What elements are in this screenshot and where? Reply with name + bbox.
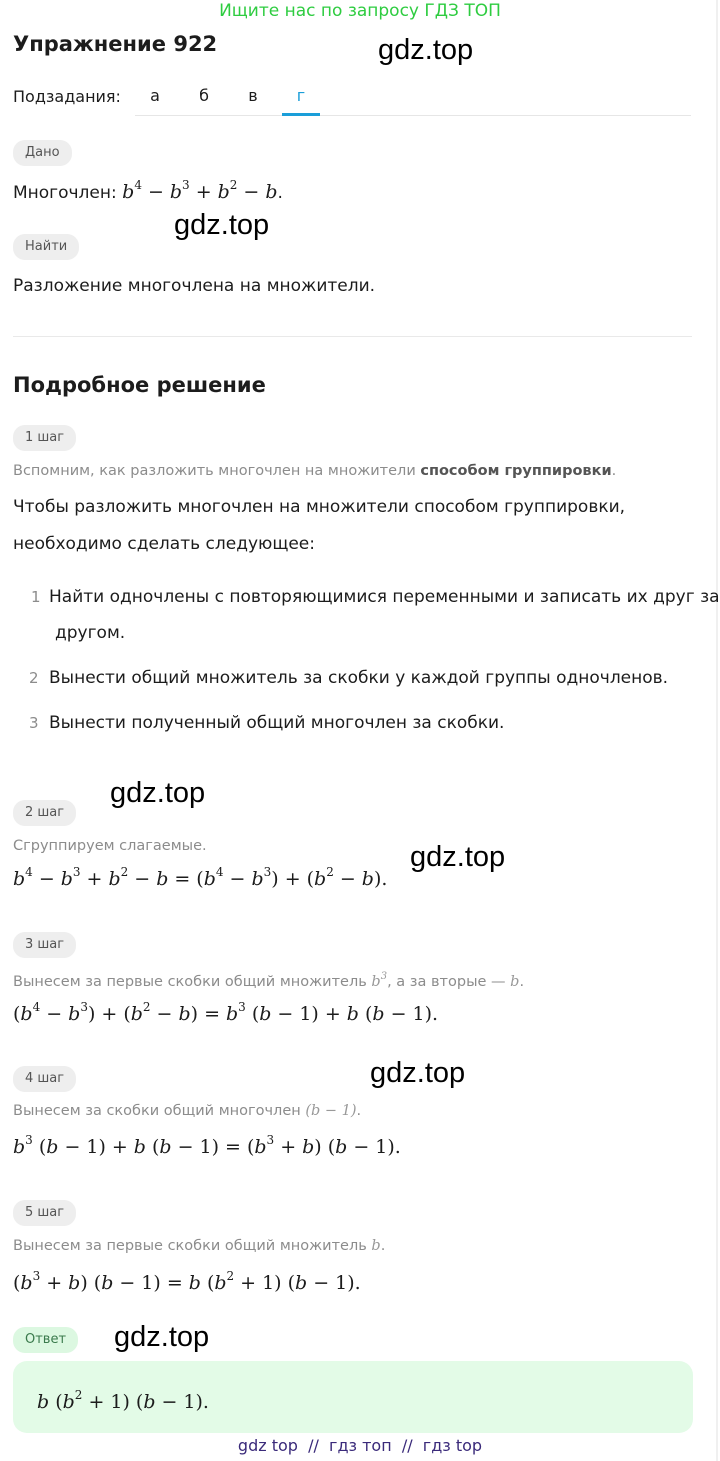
watermark: gdz.top: [378, 34, 474, 66]
answer-formula: b $(b^2 + 1) (b - 1)$.: [37, 1388, 209, 1413]
tab-v[interactable]: в: [248, 86, 258, 105]
step3-badge: 3 шаг: [13, 932, 76, 958]
watermark: gdz.top: [114, 1321, 210, 1353]
list-item: Найти одночлены с повторяющимися переменными и записать их друг за: [49, 587, 720, 607]
step2-formula: $b^4 - b^3 + b^2 - b = (b^4 - b^3) + (b^2 - b)$.: [13, 865, 388, 890]
step2-hint: Сгруппируем слагаемые.: [13, 838, 207, 854]
page-title: Упражнение 922: [13, 32, 218, 56]
tab-g[interactable]: г: [296, 86, 306, 105]
list-item: Вынести полученный общий многочлен за скобки.: [49, 713, 505, 733]
watermark: gdz.top: [174, 209, 270, 241]
right-border: [716, 0, 718, 1461]
solution-heading: Подробное решение: [13, 373, 266, 397]
given-badge: Дано: [13, 140, 72, 166]
step3-formula: $(b^4 - b^3) + (b^2 - b) = b^3$ (b − 1) + b (b − 1).: [13, 1000, 439, 1025]
step4-formula: $b^3$ (b − 1) + b $(b - 1) = (b^3 + b) (b - 1)$.: [13, 1133, 401, 1158]
step3-hint: Вынесем за первые скобки общий множитель $b^3$, а за вторые — b.: [13, 971, 525, 990]
watermark: gdz.top: [370, 1057, 466, 1089]
given-expression: $b^4 - b^3 + b^2 - b$: [122, 178, 278, 203]
tabs-divider: [135, 115, 691, 116]
list-number: 3: [29, 714, 39, 732]
list-number: 2: [29, 669, 39, 687]
watermark: gdz.top: [110, 777, 206, 809]
step1-text-line1: Чтобы разложить многочлен на множители способом группировки,: [13, 497, 626, 517]
find-badge: Найти: [13, 234, 79, 260]
step5-hint: Вынесем за первые скобки общий множитель b.: [13, 1238, 386, 1254]
step5-formula: $(b^3 + b) (b - 1) = b$ $(b^2 + 1) (b - 1)$.: [13, 1269, 361, 1294]
top-banner: Ищите нас по запросу ГДЗ ТОП: [219, 1, 501, 21]
section-divider: [13, 336, 692, 337]
step4-hint: Вынесем за скобки общий многочлен (b − 1).: [13, 1103, 362, 1119]
tab-a[interactable]: а: [150, 86, 160, 105]
watermark: gdz.top: [410, 841, 506, 873]
step4-badge: 4 шаг: [13, 1066, 76, 1092]
subtasks-label: Подзадания:: [13, 87, 121, 106]
step2-badge: 2 шаг: [13, 800, 76, 826]
given-label: Многочлен:: [13, 183, 123, 203]
given-text: Многочлен: $b^4 - b^3 + b^2 - b$.: [13, 178, 283, 203]
list-number: 1: [31, 588, 41, 606]
tab-b[interactable]: б: [199, 86, 209, 105]
footer-links[interactable]: gdz top // гдз топ // гдз top: [237, 1436, 483, 1455]
find-text: Разложение многочлена на множители.: [13, 276, 376, 296]
active-tab-indicator: [282, 113, 320, 116]
step1-hint: Вспомним, как разложить многочлен на множители способом группировки.: [13, 463, 617, 479]
list-item-continuation: другом.: [55, 623, 126, 643]
step1-text-line2: необходимо сделать следующее:: [13, 534, 315, 554]
step5-badge: 5 шаг: [13, 1200, 76, 1226]
list-item: Вынести общий множитель за скобки у каждой группы одночленов.: [49, 668, 669, 688]
answer-badge: Ответ: [13, 1327, 78, 1353]
step1-badge: 1 шаг: [13, 425, 76, 451]
